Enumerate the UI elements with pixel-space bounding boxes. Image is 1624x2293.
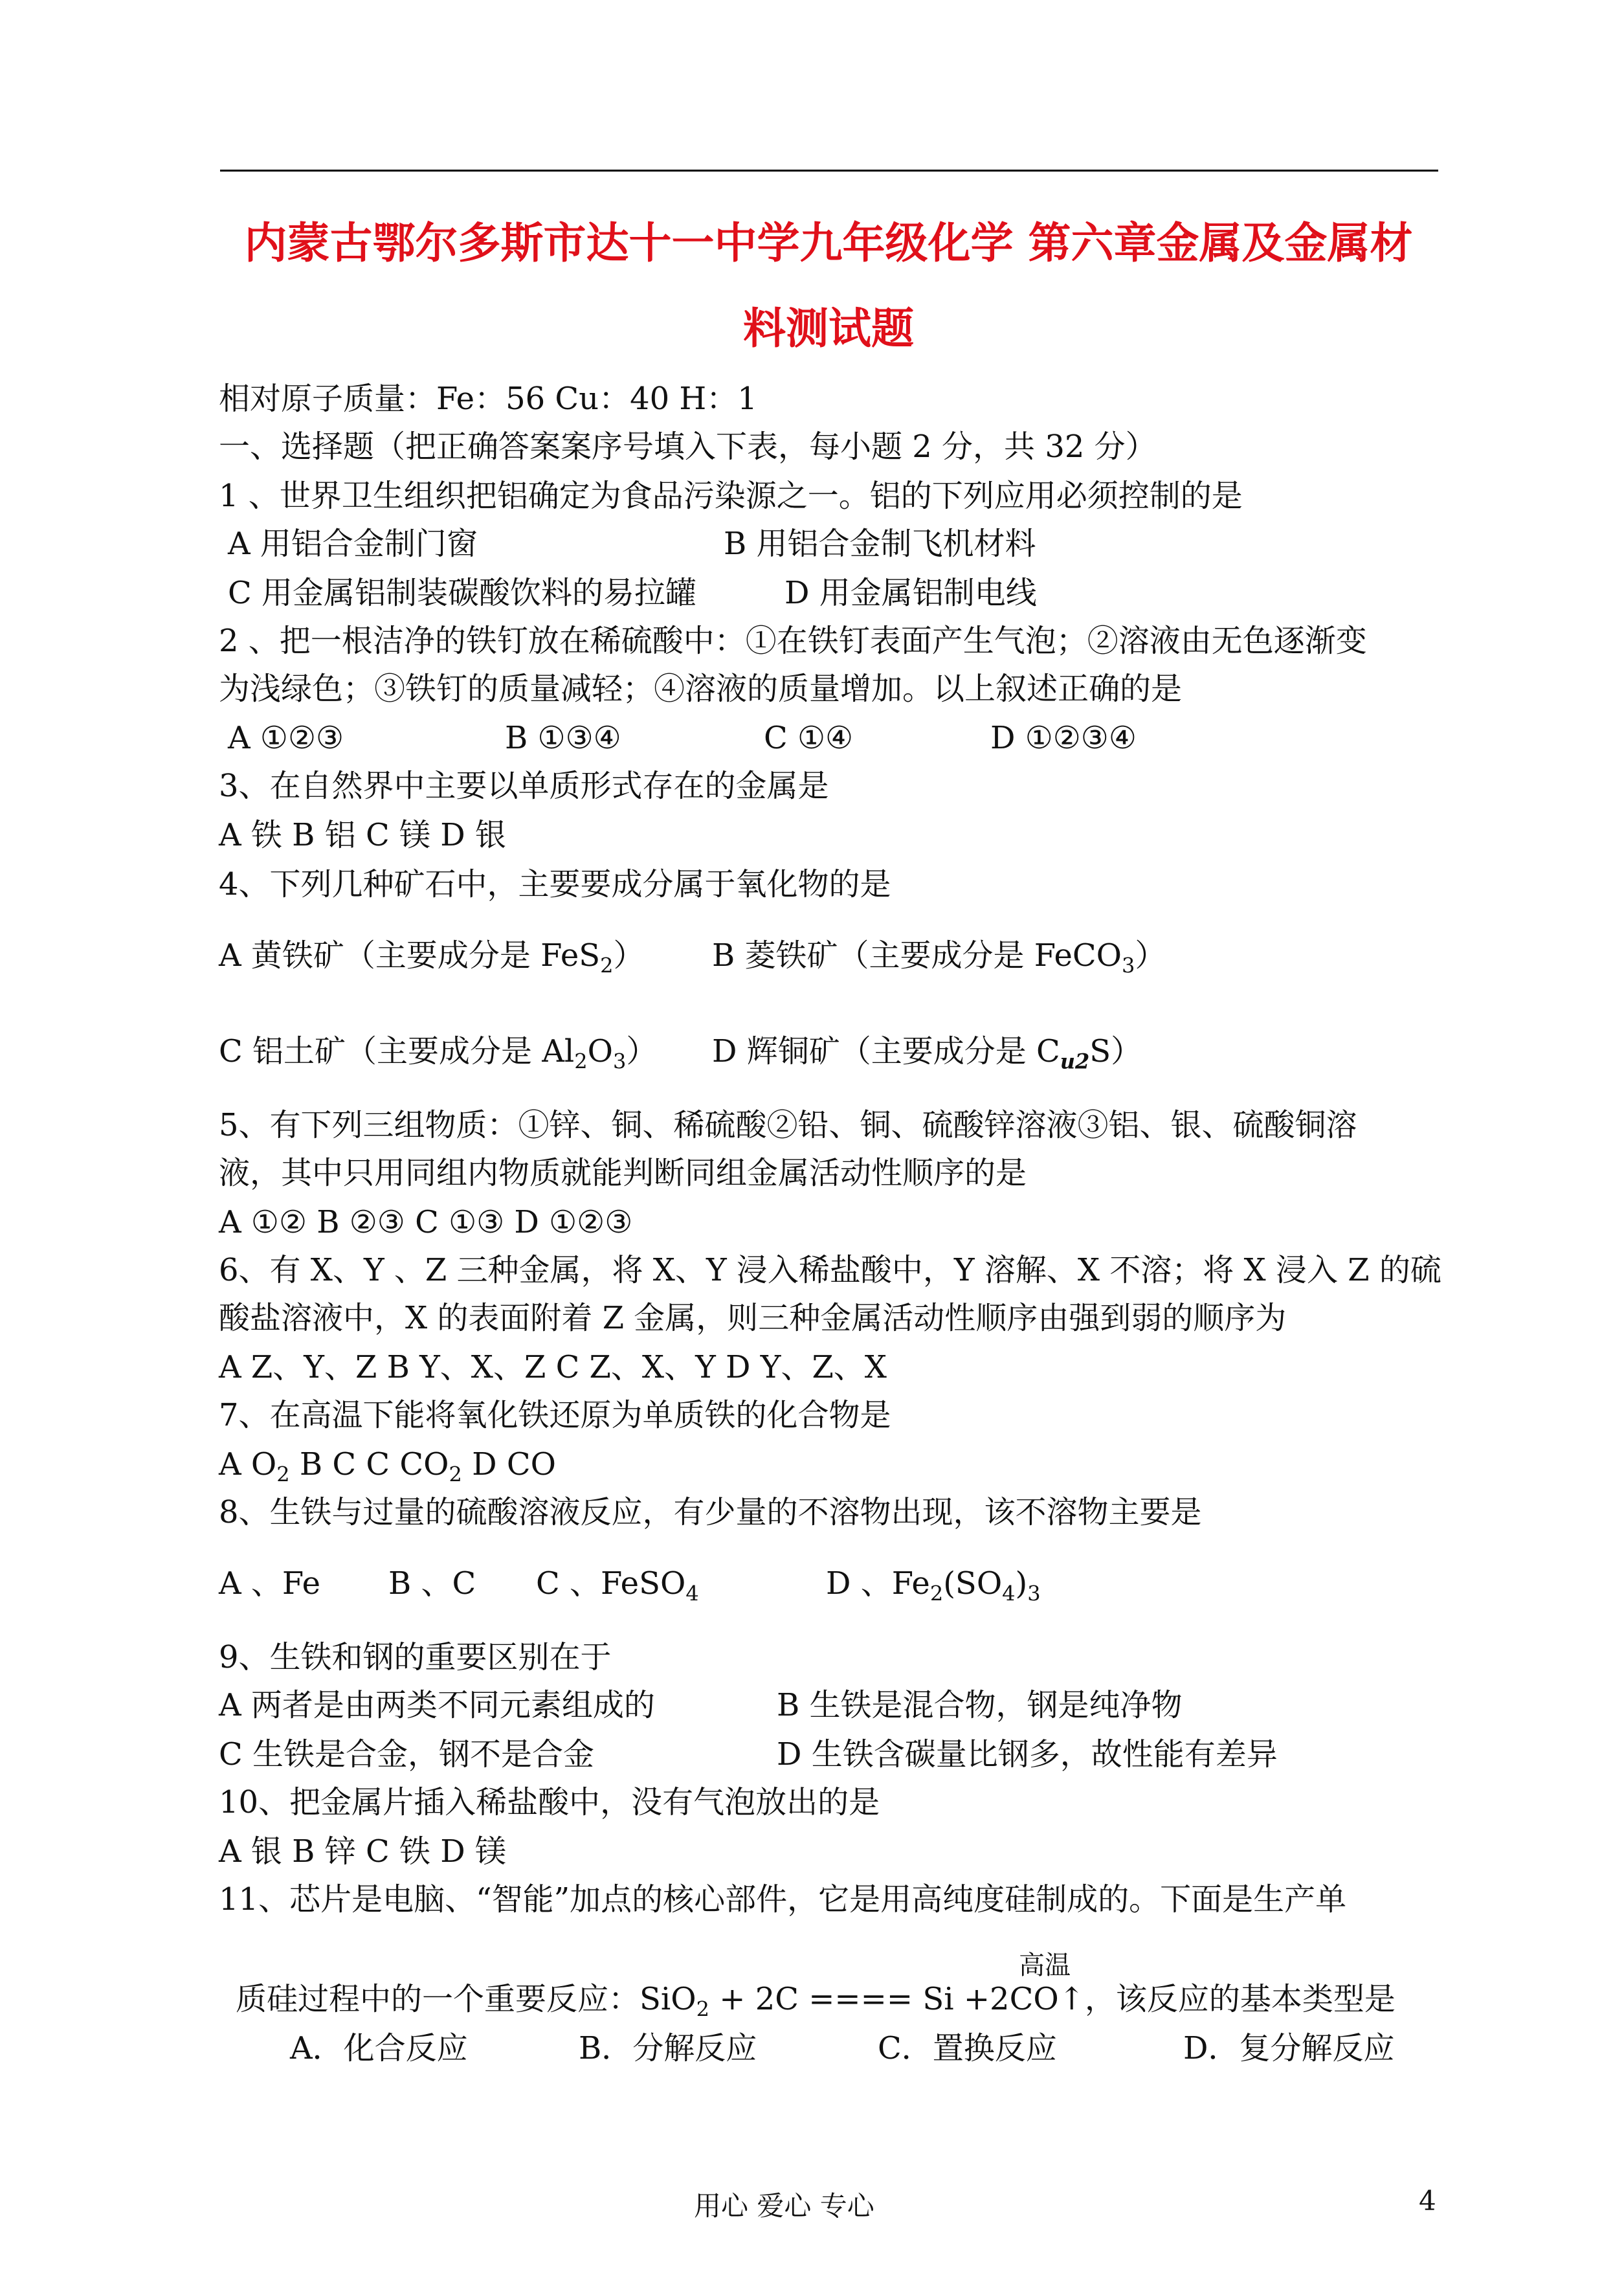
question-6-stem-line2: 酸盐溶液中，X 的表面附着 Z 金属，则三种金属活动性顺序由强到弱的顺序为	[219, 1300, 1287, 1336]
footer-motto: 用心 爱心 专心	[694, 2190, 874, 2222]
question-11-option-c: C．置换反应	[878, 2030, 1057, 2066]
question-7-stem: 7、在高温下能将氧化铁还原为单质铁的化合物是	[219, 1397, 891, 1433]
question-11-option-a: A．化合反应	[290, 2030, 468, 2066]
question-11-stem-line2: 质硅过程中的一个重要反应：SiO$_2$ + 2C ==== Si +2CO↑，该反应的基本类型是	[236, 1981, 1396, 2022]
question-9-option-c: C 生铁是合金，钢不是合金	[219, 1736, 594, 1773]
page-number: 4	[1419, 2185, 1436, 2217]
question-2-option-a: A ①②③	[228, 720, 344, 756]
question-11-stem-line1: 11、芯片是电脑、“智能”加点的核心部件，它是用高纯度硅制成的。下面是生产单	[219, 1881, 1347, 1918]
question-8-option-c: C 、FeSO$_4$	[536, 1565, 699, 1606]
question-9-option-b: B 生铁是混合物，钢是纯净物	[777, 1687, 1183, 1723]
page-title-line2: 料测试题	[743, 304, 914, 353]
question-3-stem: 3、在自然界中主要以单质形式存在的金属是	[219, 768, 829, 804]
question-8-stem: 8、生铁与过量的硫酸溶液反应，有少量的不溶物出现，该不溶物主要是	[219, 1494, 1202, 1530]
reaction-condition-label: 高温	[1019, 1951, 1071, 1980]
header-rule	[220, 170, 1438, 172]
question-7-options: A $O_2$ B C C $CO_2$ D CO	[219, 1446, 556, 1487]
question-4-option-b: B 菱铁矿（主要成分是 FeCO$_3$）	[712, 937, 1166, 978]
question-2-option-d: D ①②③④	[990, 720, 1137, 756]
question-8-option-a: A 、Fe	[219, 1565, 321, 1602]
atomic-mass-line: 相对原子质量：Fe：56 Cu：40 H：1	[219, 381, 757, 417]
question-2-stem-line1: 2 、把一根洁净的铁钉放在稀硫酸中：①在铁钉表面产生气泡；②溶液由无色逐渐变	[219, 623, 1367, 659]
question-2-stem-line2: 为浅绿色；③铁钉的质量减轻；④溶液的质量增加。以上叙述正确的是	[219, 671, 1183, 707]
question-11-option-b: B．分解反应	[579, 2030, 757, 2066]
question-9-option-a: A 两者是由两类不同元素组成的	[219, 1687, 655, 1723]
question-2-option-b: B ①③④	[505, 720, 621, 756]
question-1-option-c: C 用金属铝制装碳酸饮料的易拉罐	[228, 575, 696, 611]
question-4-option-c: C 铝土矿（主要成分是 $Al_2O_3$）	[219, 1033, 658, 1074]
question-1-stem: 1 、世界卫生组织把铝确定为食品污染源之一。铝的下列应用必须控制的是	[219, 478, 1243, 514]
question-1-option-b: B 用铝合金制飞机材料	[724, 526, 1036, 562]
question-5-stem-line1: 5、有下列三组物质：①锌、铜、稀硫酸②铅、铜、硫酸锌溶液③铝、银、硫酸铜溶	[219, 1107, 1357, 1143]
question-5-options: A ①② B ②③ C ①③ D ①②③	[219, 1204, 633, 1240]
question-8-option-b: B 、C	[388, 1565, 476, 1602]
question-6-options: A Z、Y、Z B Y、X、Z C Z、X、Y D Y、Z、X	[219, 1349, 887, 1385]
question-1-option-d: D 用金属铝制电线	[784, 575, 1037, 611]
question-6-stem-line1: 6、有 X、Y 、Z 三种金属，将 X、Y 浸入稀盐酸中，Y 溶解、X 不溶；将 X 浸入 Z 的硫	[219, 1252, 1441, 1288]
question-3-options: A 铁 B 铝 C 镁 D 银	[219, 817, 506, 853]
question-10-stem: 10、把金属片插入稀盐酸中，没有气泡放出的是	[219, 1784, 880, 1820]
section-heading: 一、选择题（把正确答案案序号填入下表，每小题 2 分，共 32 分）	[219, 429, 1157, 465]
question-8-option-d: D 、$Fe_2(SO_4)_3$	[826, 1565, 1041, 1606]
page-title-line1: 内蒙古鄂尔多斯市达十一中学九年级化学 第六章金属及金属材	[244, 218, 1413, 268]
question-9-option-d: D 生铁含碳量比钢多，故性能有差异	[777, 1736, 1278, 1773]
question-5-stem-line2: 液，其中只用同组内物质就能判断同组金属活动性顺序的是	[219, 1155, 1027, 1191]
question-10-options: A 银 B 锌 C 铁 D 镁	[219, 1833, 506, 1870]
question-9-stem: 9、生铁和钢的重要区别在于	[219, 1639, 612, 1675]
question-4-stem: 4、下列几种矿石中，主要要成分属于氧化物的是	[219, 866, 891, 902]
question-2-option-c: C ①④	[764, 720, 854, 756]
question-1-option-a: A 用铝合金制门窗	[228, 526, 478, 562]
question-4-option-a: A 黄铁矿（主要成分是 FeS$_2$）	[219, 937, 645, 978]
question-11-option-d: D．复分解反应	[1183, 2030, 1395, 2066]
question-4-option-d: D 辉铜矿（主要成分是 $C_{u2}S$）	[712, 1033, 1142, 1074]
